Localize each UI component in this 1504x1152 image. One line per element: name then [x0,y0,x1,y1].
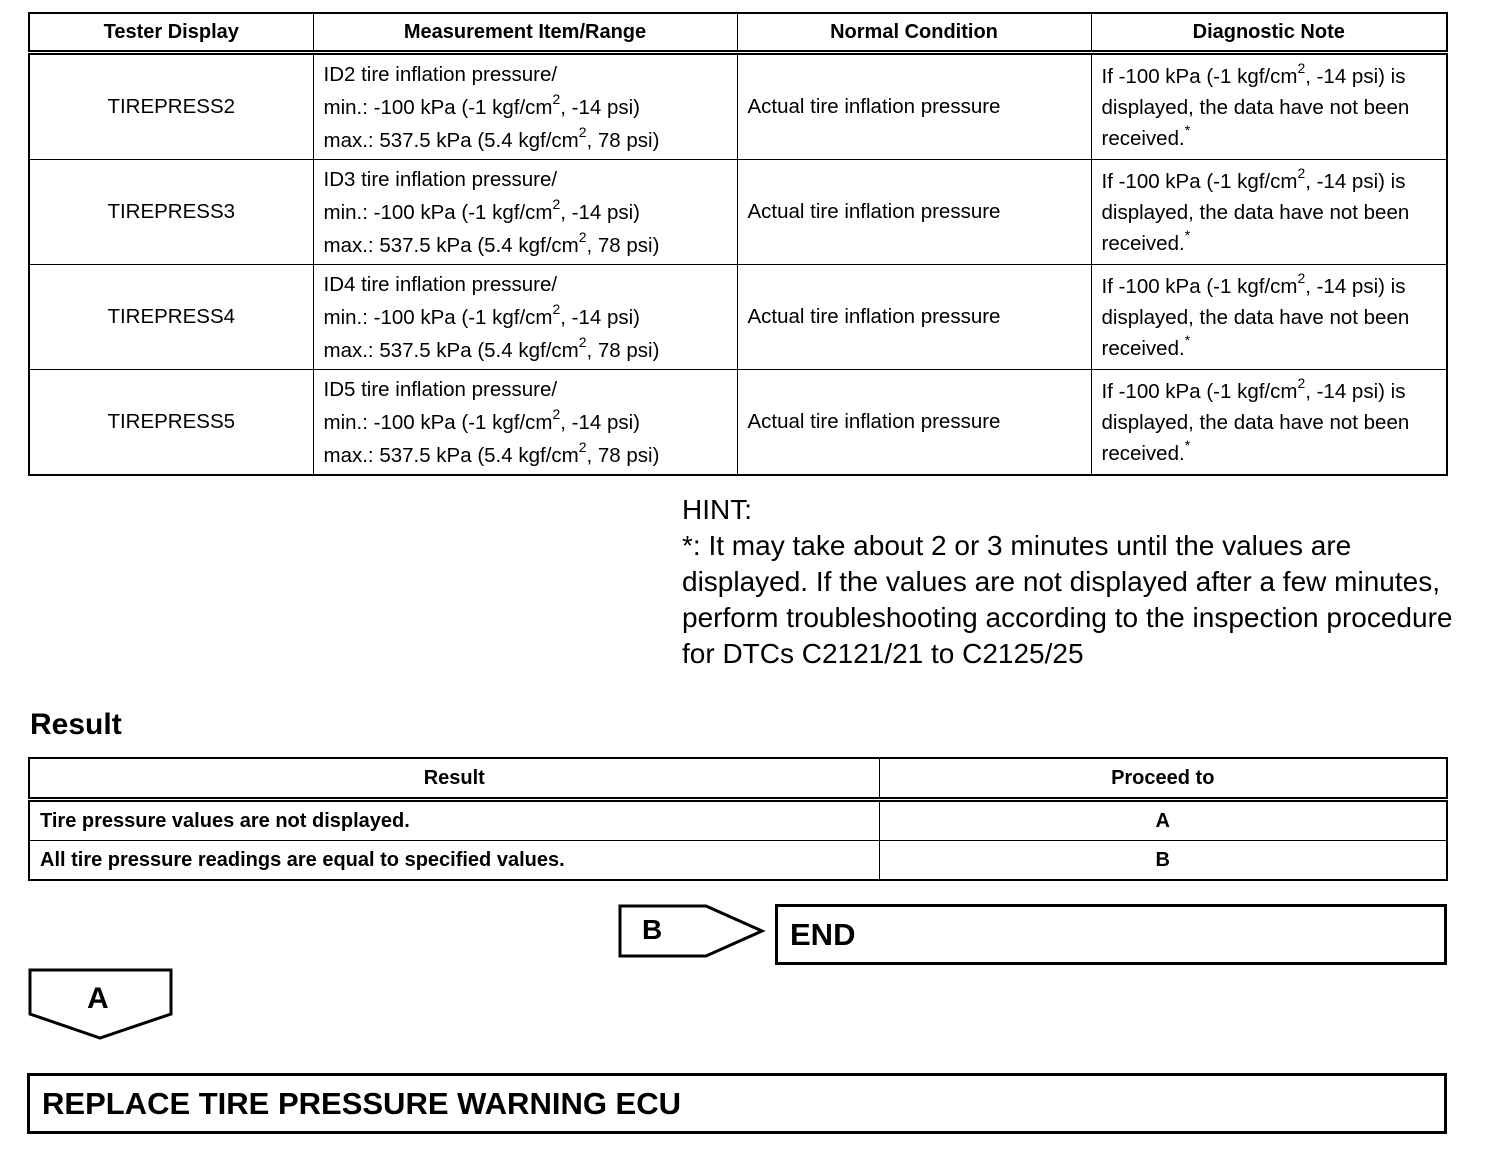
proceed-code-cell: A [879,800,1447,841]
normal-condition-value: Actual tire inflation pressure [747,410,1001,433]
result-heading: Result [30,708,122,741]
result-text-cell: Tire pressure values are not displayed. [29,800,879,841]
footnote-mark: * [1184,436,1191,453]
range-min: min.: -100 kPa (-1 kgf/$cm^2$, -14 psi) [323,195,640,224]
tester-display-value: TIREPRESS3 [107,200,236,223]
range-max: max.: 537.5 kPa (5.4 kgf/$cm^2$, 78 psi) [323,438,660,467]
hint-label: HINT: [682,494,752,525]
tester-display-value: TIREPRESS4 [107,305,236,328]
range-title: ID5 tire inflation pressure/ [323,377,558,401]
normal-condition-value: Actual tire inflation pressure [747,200,1001,223]
range-max: max.: 537.5 kPa (5.4 kgf/$cm^2$, 78 psi) [323,333,660,362]
diagnostic-note-cell: If -100 kPa (-1 kgf/$cm^2$, -14 psi) is displayed, the data have not been received.* [1091,265,1447,370]
header-proceed-to: Proceed to [879,758,1447,800]
range-max: max.: 537.5 kPa (5.4 kgf/$cm^2$, 78 psi) [323,123,660,152]
footnote-mark: * [1184,226,1191,243]
range-min: min.: -100 kPa (-1 kgf/$cm^2$, -14 psi) [323,405,640,434]
tester-display-value: TIREPRESS5 [107,410,236,433]
header-measurement-item: Measurement Item/Range [313,13,737,53]
hint-text: *: It may take about 2 or 3 minutes until the values are displayed. If the values are not displayed after a few minutes, perform troubleshooting according to the inspection procedure for DTCs C2121/21 to C2125/25 [682,530,1453,669]
diagnostic-note-cell: If -100 kPa (-1 kgf/$cm^2$, -14 psi) is displayed, the data have not been received.* [1091,53,1447,160]
end-label: END [790,917,856,952]
range-min: min.: -100 kPa (-1 kgf/$cm^2$, -14 psi) [323,90,640,119]
range-min: min.: -100 kPa (-1 kgf/$cm^2$, -14 psi) [323,300,640,329]
range-title: ID4 tire inflation pressure/ [323,272,558,296]
replace-ecu-label: REPLACE TIRE PRESSURE WARNING ECU [42,1086,682,1121]
footnote-mark: * [1184,331,1191,348]
end-box [775,904,1447,965]
header-result: Result [29,758,879,800]
proceed-code-cell: B [879,841,1447,881]
header-diagnostic-note: Diagnostic Note [1091,13,1447,53]
replace-ecu-box [27,1073,1447,1134]
range-max: max.: 537.5 kPa (5.4 kgf/$cm^2$, 78 psi) [323,228,660,257]
normal-condition-value: Actual tire inflation pressure [747,95,1001,118]
footnote-mark: * [1184,121,1191,138]
result-text-cell: All tire pressure readings are equal to specified values. [29,841,879,881]
range-title: ID3 tire inflation pressure/ [323,167,558,191]
header-normal-condition: Normal Condition [737,13,1091,53]
normal-condition-value: Actual tire inflation pressure [747,305,1001,328]
tester-display-value: TIREPRESS2 [107,95,236,118]
range-title: ID2 tire inflation pressure/ [323,62,558,86]
a-label: A [87,982,109,1015]
diagnostic-note-cell: If -100 kPa (-1 kgf/$cm^2$, -14 psi) is displayed, the data have not been received.* [1091,160,1447,265]
header-tester-display: Tester Display [29,13,313,53]
diagnostic-note-cell: If -100 kPa (-1 kgf/$cm^2$, -14 psi) is displayed, the data have not been received.* [1091,370,1447,476]
b-label: B [642,914,663,945]
